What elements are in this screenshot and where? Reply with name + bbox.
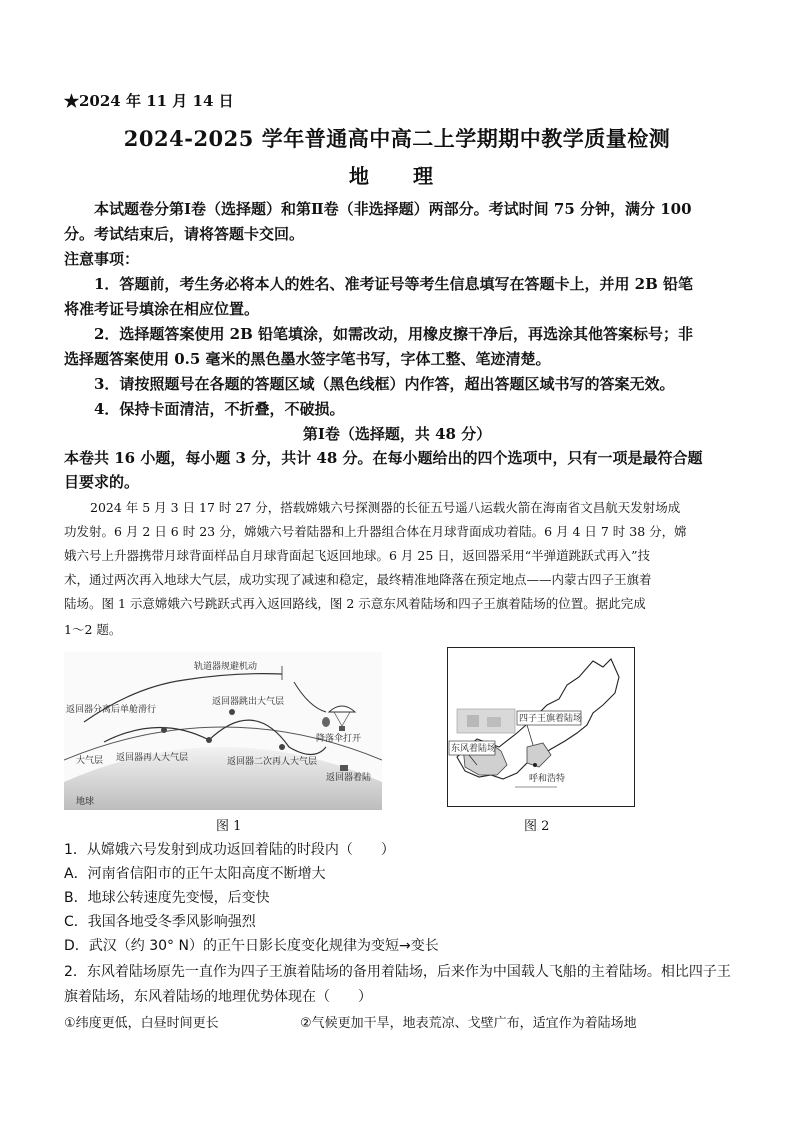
section-heading: 第Ⅰ卷（选择题，共 48 分） <box>302 425 492 443</box>
hohhot-marker <box>533 763 537 767</box>
question-2-option-1: ①纬度更低，白昼时间更长 <box>64 1016 219 1031</box>
question-1-option-a: A．河南省信阳市的正午太阳高度不断增大 <box>64 866 326 882</box>
figure-2-caption: 图 2 <box>524 819 550 834</box>
passage-line-3: 娥六号上升器携带月球背面样品自月球背面起飞返回地球。6 月 25 日，返回器采用“半弹道跳跃式再入”技 <box>64 548 651 563</box>
section-desc-1: 本卷共 16 小题，每小题 3 分，共计 48 分。在每小题给出的四个选项中，只有一项是最符合题 <box>64 449 703 467</box>
notice-3: 3．请按照题号在各题的答题区域（黑色线框）内作答，超出答题区域书写的答案无效。 <box>94 375 675 393</box>
photo-inset-detail-2 <box>487 717 501 727</box>
label-atmosphere: 大气层 <box>76 756 104 766</box>
section-desc-2: 目要求的。 <box>64 473 140 491</box>
question-1-option-b: B．地球公转速度先变慢，后变快 <box>64 890 270 906</box>
photo-inset-detail-1 <box>467 715 479 727</box>
label-siziwang: 四子王旗着陆场 <box>519 714 583 724</box>
question-2-stem-2: 旗着陆场，东风着陆场的地理优势体现在（ ） <box>64 989 372 1005</box>
passage-line-5: 陆场。图 1 示意嫦娥六号跳跃式再入返回路线，图 2 示意东风着陆场和四子王旗着陆场的位置。据此完成 <box>64 596 646 611</box>
intro-line-1: 本试题卷分第Ⅰ卷（选择题）和第Ⅱ卷（非选择题）两部分。考试时间 75 分钟，满分 100 <box>94 200 692 218</box>
figure-1-reentry-diagram <box>64 652 382 810</box>
passage-line-1: 2024 年 5 月 3 日 17 时 27 分，搭载嫦娥六号探测器的长征五号遥八运载火箭在海南省文昌航天发射场成 <box>90 500 681 515</box>
label-exit: 返回器跳出大气层 <box>212 697 285 707</box>
point-reenter2 <box>279 744 285 750</box>
figure-2-map <box>447 647 635 807</box>
point-exit <box>229 709 235 715</box>
label-orbit: 轨道器规避机动 <box>194 662 258 672</box>
label-land: 返回器着陆 <box>326 773 372 783</box>
point-separate <box>161 727 167 733</box>
question-1-option-c: C．我国各地受冬季风影响强烈 <box>64 914 256 930</box>
notice-4: 4．保持卡面清洁，不折叠，不破损。 <box>94 400 345 418</box>
question-1-option-d: D．武汉（约 30° N）的正午日影长度变化规律为变短→变长 <box>64 938 439 954</box>
exam-date: ★2024 年 11 月 14 日 <box>64 92 234 110</box>
label-dongfeng: 东风着陆场 <box>451 744 497 754</box>
question-1-stem: 1．从嫦娥六号发射到成功返回着陆的时段内（ ） <box>64 842 395 858</box>
question-2-stem-1: 2．东风着陆场原先一直作为四子王旗着陆场的备用着陆场，后来作为中国载人飞船的主着陆场。相比四子王 <box>64 964 731 980</box>
figure-1-caption: 图 1 <box>216 819 242 834</box>
notice-1a: 1．答题前，考生务必将本人的姓名、准考证号等考生信息填写在答题卡上，并用 2B 铅笔 <box>94 275 694 293</box>
question-2-option-2: ②气候更加干旱，地表荒凉、戈壁广布，适宜作为着陆场地 <box>300 1016 637 1031</box>
passage-line-4: 术，通过两次再入地球大气层，成功实现了减速和稳定，最终精准地降落在预定地点——内蒙古四子王旗着 <box>64 572 652 587</box>
label-earth: 地球 <box>76 797 95 807</box>
label-separate: 返回器分离后单舱滑行 <box>66 705 157 715</box>
passage-line-2: 功发射。6 月 2 日 6 时 23 分，嫦娥六号着陆器和上升器组合体在月球背面成功着陆。6 月 4 日 7 时 38 分，嫦 <box>64 524 687 539</box>
exam-subject: 地 理 <box>349 164 445 188</box>
label-reenter1: 返回器再人大气层 <box>116 753 189 763</box>
photo-inset <box>457 709 515 733</box>
intro-line-2: 分。考试结束后，请将答题卡交回。 <box>64 225 305 243</box>
label-parachute: 降落伞打开 <box>316 734 362 744</box>
notice-2b: 选择题答案使用 0.5 毫米的黑色墨水签字笔书写，字体工整、笔迹清楚。 <box>64 350 551 368</box>
label-reenter2: 返回器二次再人大气层 <box>227 757 318 767</box>
capsule-descending-icon <box>322 717 330 727</box>
exam-title: 2024-2025 学年普通高中高二上学期期中教学质量检测 <box>123 126 671 151</box>
capsule-icon <box>339 726 345 731</box>
label-hohhot: 呼和浩特 <box>529 774 566 784</box>
notice-title: 注意事项： <box>64 250 140 268</box>
notice-1b: 将准考证号填涂在相应位置。 <box>64 300 260 318</box>
landed-capsule-icon <box>340 765 348 771</box>
notice-2a: 2．选择题答案使用 2B 铅笔填涂，如需改动，用橡皮擦干净后，再选涂其他答案标号；非 <box>94 325 694 343</box>
passage-line-6: 1～2 题。 <box>64 622 122 637</box>
point-reenter1 <box>206 737 212 743</box>
